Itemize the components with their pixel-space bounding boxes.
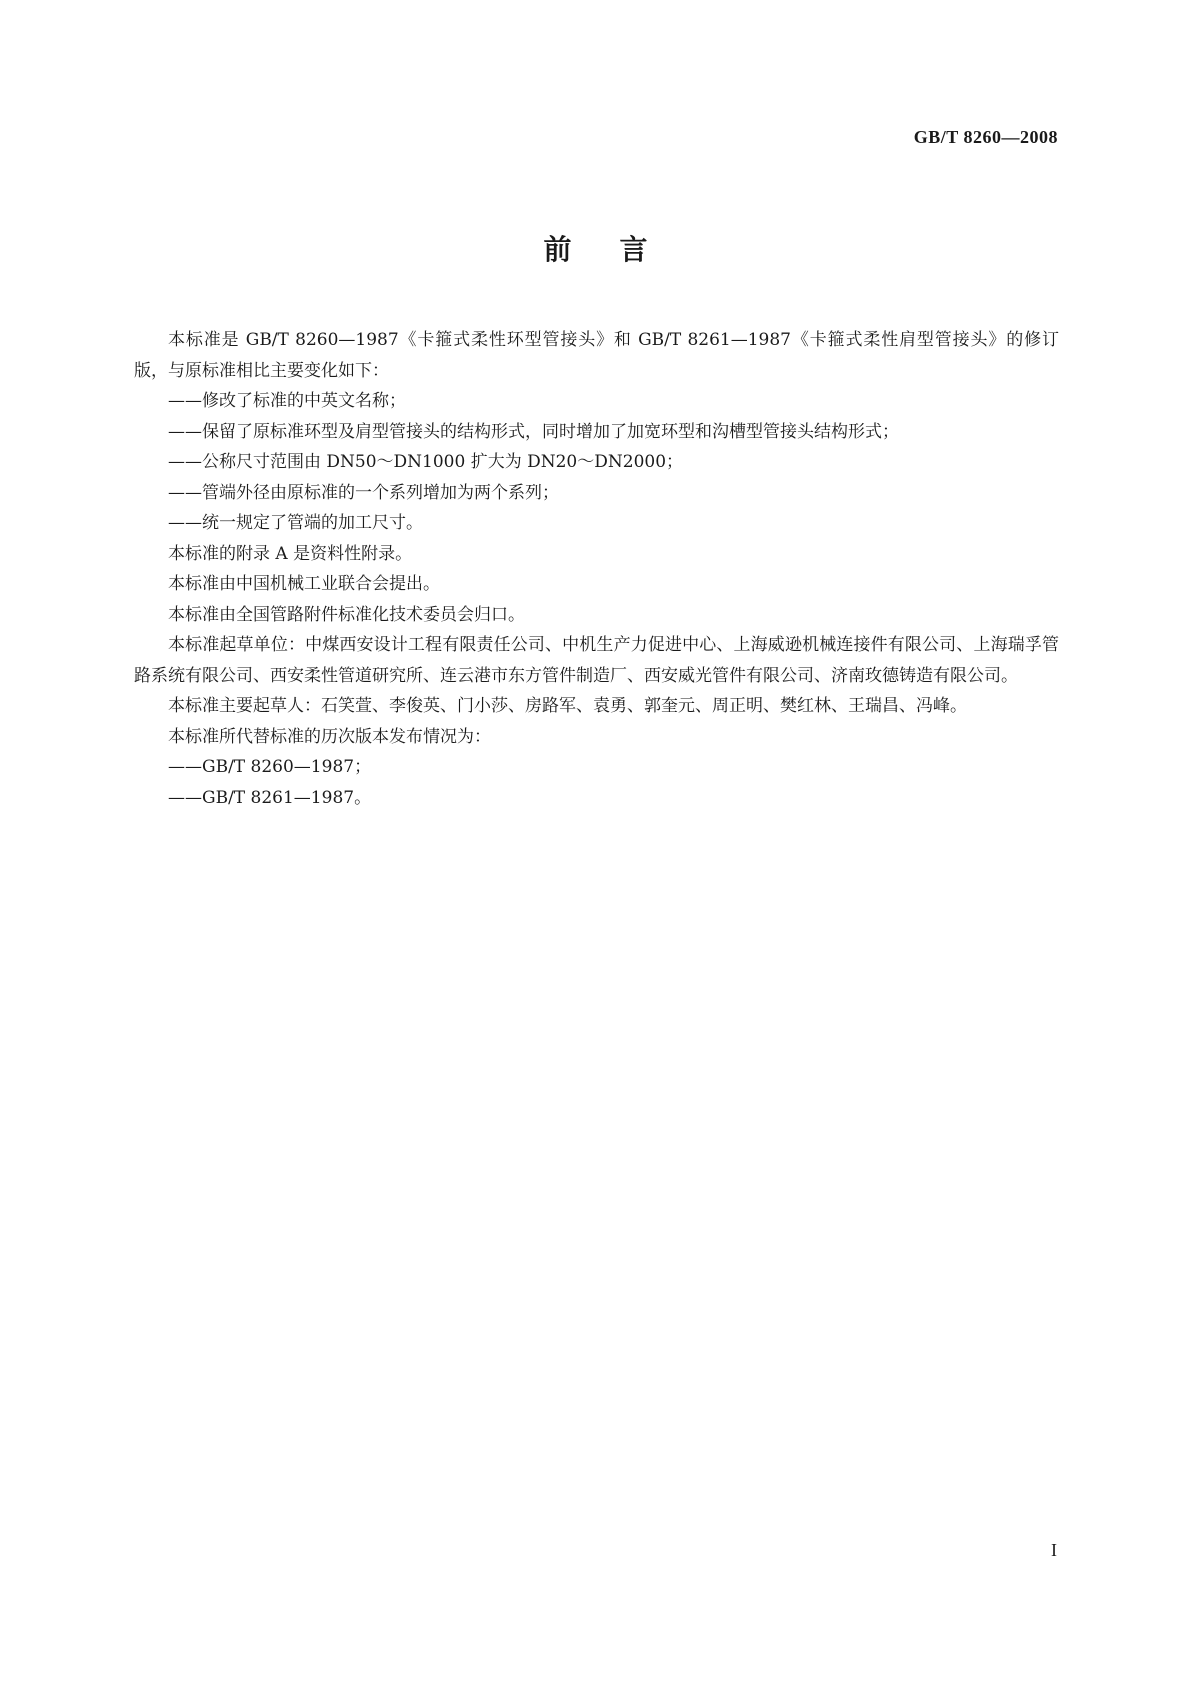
history-item-8261: ——GB/T 8261—1987。 bbox=[168, 787, 372, 808]
change-item-machining: ——统一规定了管端的加工尺寸。 bbox=[168, 513, 423, 533]
paragraph-proposer: 本标准由中国机械工业联合会提出。 bbox=[168, 574, 440, 594]
change-item-outer-diameter: ——管端外径由原标准的一个系列增加为两个系列； bbox=[168, 482, 559, 503]
paragraph-appendix: 本标准的附录 A 是资料性附录。 bbox=[168, 543, 413, 564]
change-item-names: ——修改了标准的中英文名称； bbox=[168, 391, 406, 411]
history-item-8260: ——GB/T 8260—1987； bbox=[168, 757, 372, 777]
change-item-structure: ——保留了原标准环型及肩型管接头的结构形式，同时增加了加宽环型和沟槽型管接头结构形式； bbox=[168, 421, 899, 442]
standard-number: GB/T 8260—2008 bbox=[913, 127, 1058, 147]
change-item-size-range: ——公称尺寸范围由 DN50～DN1000 扩大为 DN20～DN2000； bbox=[168, 452, 684, 472]
foreword-body bbox=[134, 325, 1059, 813]
paragraph-history: 本标准所代替标准的历次版本发布情况为： bbox=[168, 726, 491, 747]
paragraph-drafters: 本标准主要起草人：石笑萱、李俊英、门小莎、房路军、袁勇、郭奎元、周正明、樊红林、王瑞昌、冯峰。 bbox=[168, 696, 967, 716]
paragraph-drafting-units: 本标准起草单位：中煤西安设计工程有限责任公司、中机生产力促进中心、上海威逊机械连接件有限公司、上海瑞孚管路系统有限公司、西安柔性管道研究所、连云港市东方管件制造厂、西安威光管件有限公司、济南玫德铸造有限公司。 bbox=[134, 635, 1059, 686]
page-title: 前言 bbox=[543, 233, 696, 266]
paragraph-intro: 本标准是 GB/T 8260—1987《卡箍式柔性环型管接头》和 GB/T 8261—1987《卡箍式柔性肩型管接头》的修订版，与原标准相比主要变化如下： bbox=[134, 330, 1059, 381]
page-number: I bbox=[1051, 1540, 1057, 1560]
paragraph-committee: 本标准由全国管路附件标准化技术委员会归口。 bbox=[168, 604, 525, 625]
